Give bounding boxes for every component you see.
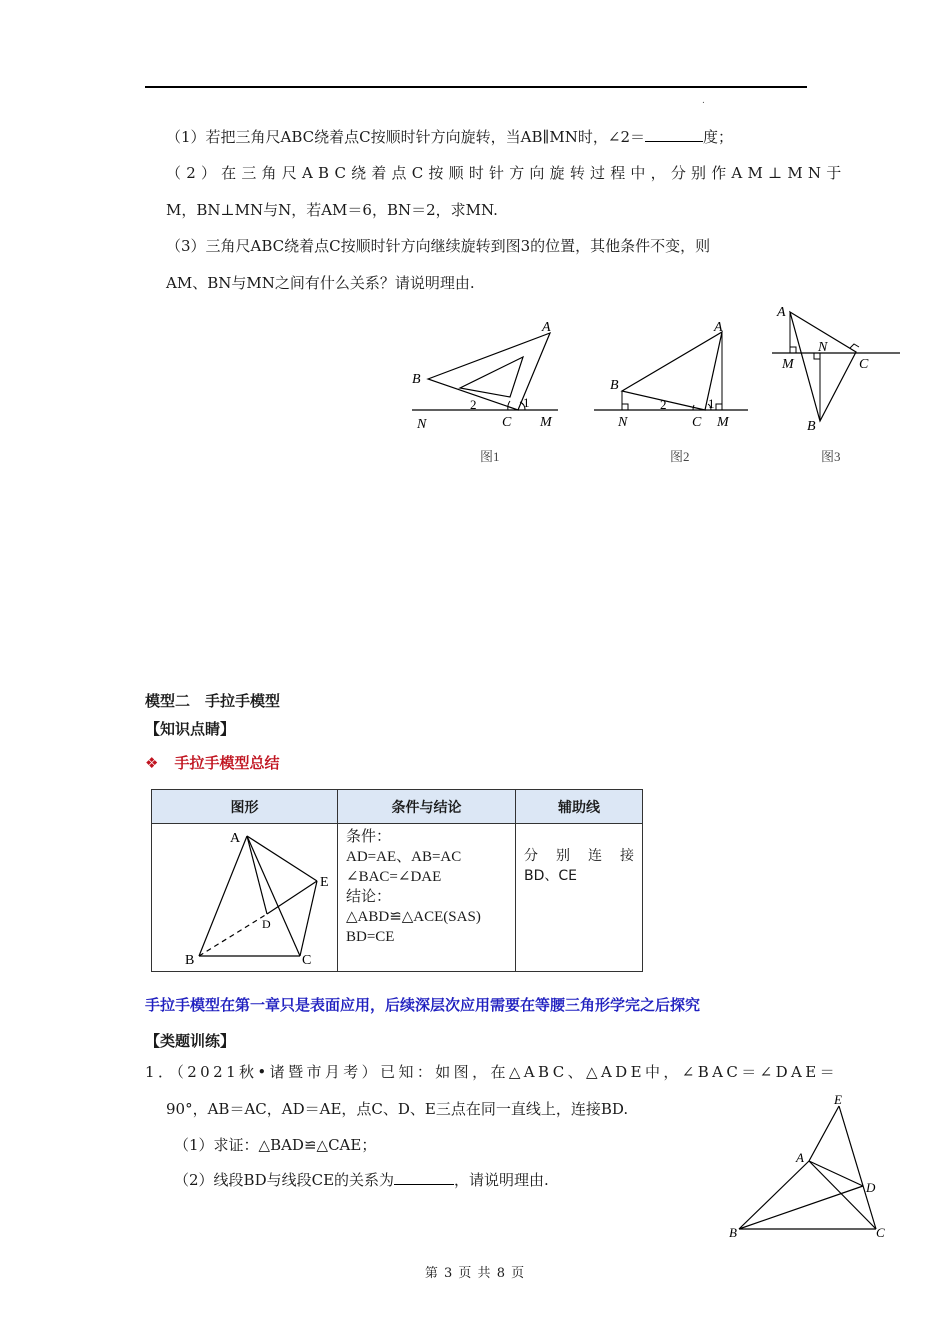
answer-blank[interactable] xyxy=(394,1170,454,1185)
summary-title: 手拉手模型总结 xyxy=(174,754,280,772)
practice-figure xyxy=(726,1092,898,1242)
fig2-label-c: C xyxy=(692,415,702,430)
aux-line-1 xyxy=(524,846,634,866)
practice-label-d: D xyxy=(866,1180,876,1195)
fig3-label-a: A xyxy=(777,305,786,320)
fig3-label-m: M xyxy=(782,357,794,372)
fig2-label-a: A xyxy=(714,320,723,335)
fig3-label-b: B xyxy=(807,419,816,434)
summary-table xyxy=(151,789,643,972)
header-dot: . xyxy=(702,96,705,106)
practice-heading: 【类题训练】 xyxy=(145,1032,236,1050)
summary-heading xyxy=(145,752,279,773)
aux-char: 连 xyxy=(588,848,602,864)
condition-item: ∠BAC=∠DAE xyxy=(346,869,442,885)
aux-line-2: BD、CE xyxy=(524,868,578,884)
conclusion-item: △ABD≌△ACE(SAS) xyxy=(346,909,481,925)
fig1-label-c: C xyxy=(502,415,512,430)
practice-label-e: E xyxy=(834,1092,842,1107)
figure-3 xyxy=(768,300,903,475)
question-1 xyxy=(166,127,733,147)
fig2-label-m: M xyxy=(717,415,729,430)
fig2-label-2: 2 xyxy=(660,397,667,412)
practice-label-a: A xyxy=(796,1150,804,1165)
fig1-label-b: B xyxy=(412,372,421,387)
question-1-unit: 度； xyxy=(703,128,734,146)
fig1-label-m: M xyxy=(540,415,552,430)
table-fig-label-a: A xyxy=(230,831,241,846)
problem-1-part2 xyxy=(174,1170,549,1190)
problem-1-line1: 1．（2021秋•诸暨市月考）已知：如图，在△ABC、△ADE中，∠BAC＝∠DAE＝ xyxy=(145,1063,839,1081)
practice-label-b: B xyxy=(729,1225,737,1240)
aux-char: 分 xyxy=(524,848,538,864)
section-title: 模型二 手拉手模型 xyxy=(145,692,281,710)
fig2-caption: 图2 xyxy=(670,449,690,464)
problem-1-part2-post: ，请说明理由. xyxy=(454,1171,549,1189)
hand-in-hand-figure xyxy=(152,824,337,967)
fig1-label-1: 1 xyxy=(523,395,530,410)
aux-char: 接 xyxy=(620,848,634,864)
table-header-row xyxy=(152,790,643,824)
figure-cell xyxy=(152,824,338,972)
page-footer: 第 3 页 共 8 页 xyxy=(424,1266,526,1281)
question-3-line2: AM、BN与MN之间有什么关系？请说明理由. xyxy=(166,274,475,292)
header-figure: 图形 xyxy=(152,790,338,824)
fig1-label-n: N xyxy=(417,417,427,432)
figure-2 xyxy=(590,315,755,475)
problem-1-part2-pre: （2）线段BD与线段CE的关系为 xyxy=(174,1171,395,1189)
aux-cell xyxy=(516,824,643,972)
header-aux: 辅助线 xyxy=(516,790,643,824)
question-2-line2: M，BN⊥MN与N，若AM＝6，BN＝2，求MN. xyxy=(166,201,498,219)
header-rule xyxy=(145,86,807,88)
fig1-caption: 图1 xyxy=(480,449,500,464)
question-3-line1: （3）三角尺ABC绕着点C按顺时针方向继续旋转到图3的位置，其他条件不变，则 xyxy=(166,237,711,255)
question-2-line1: （2）在三角尺ABC绕着点C按顺时针方向旋转过程中，分别作AM⊥MN于 xyxy=(166,164,847,182)
question-1-text: （1）若把三角尺ABC绕着点C按顺时针方向旋转，当AB∥MN时，∠2＝ xyxy=(166,128,646,146)
fig1-label-a: A xyxy=(542,320,551,335)
diamond-bullet-icon: ❖ xyxy=(145,754,159,772)
fig3-label-c: C xyxy=(859,357,869,372)
table-fig-label-c: C xyxy=(302,953,312,967)
fig3-caption: 图3 xyxy=(821,449,841,464)
chapter-note: 手拉手模型在第一章只是表面应用，后续深层次应用需要在等腰三角形学完之后探究 xyxy=(145,996,701,1014)
knowledge-heading: 【知识点睛】 xyxy=(145,720,236,738)
header-conditions: 条件与结论 xyxy=(338,790,516,824)
fig2-label-n: N xyxy=(618,415,628,430)
fig2-label-1: 1 xyxy=(708,396,715,411)
aux-char: 别 xyxy=(556,848,570,864)
conclusion-item: BD=CE xyxy=(346,929,395,945)
table-fig-label-b: B xyxy=(185,953,195,967)
table-row xyxy=(152,824,643,972)
answer-blank[interactable] xyxy=(645,127,703,142)
fig3-label-n: N xyxy=(818,340,828,355)
fig2-label-b: B xyxy=(610,378,619,393)
conditions-label: 条件： xyxy=(346,829,392,845)
problem-1-part1: （1）求证：△BAD≌△CAE； xyxy=(174,1136,377,1154)
table-fig-label-e: E xyxy=(320,875,329,890)
practice-label-c: C xyxy=(876,1225,885,1240)
conclusion-label: 结论： xyxy=(346,889,392,905)
table-fig-label-d: D xyxy=(262,917,271,931)
fig1-label-2: 2 xyxy=(470,397,477,412)
problem-1-line2: 90°，AB＝AC，AD＝AE，点C、D、E三点在同一直线上，连接BD. xyxy=(166,1100,629,1118)
conditions-cell xyxy=(338,824,516,972)
figure-1 xyxy=(400,315,570,475)
condition-item: AD=AE、AB=AC xyxy=(346,849,462,865)
